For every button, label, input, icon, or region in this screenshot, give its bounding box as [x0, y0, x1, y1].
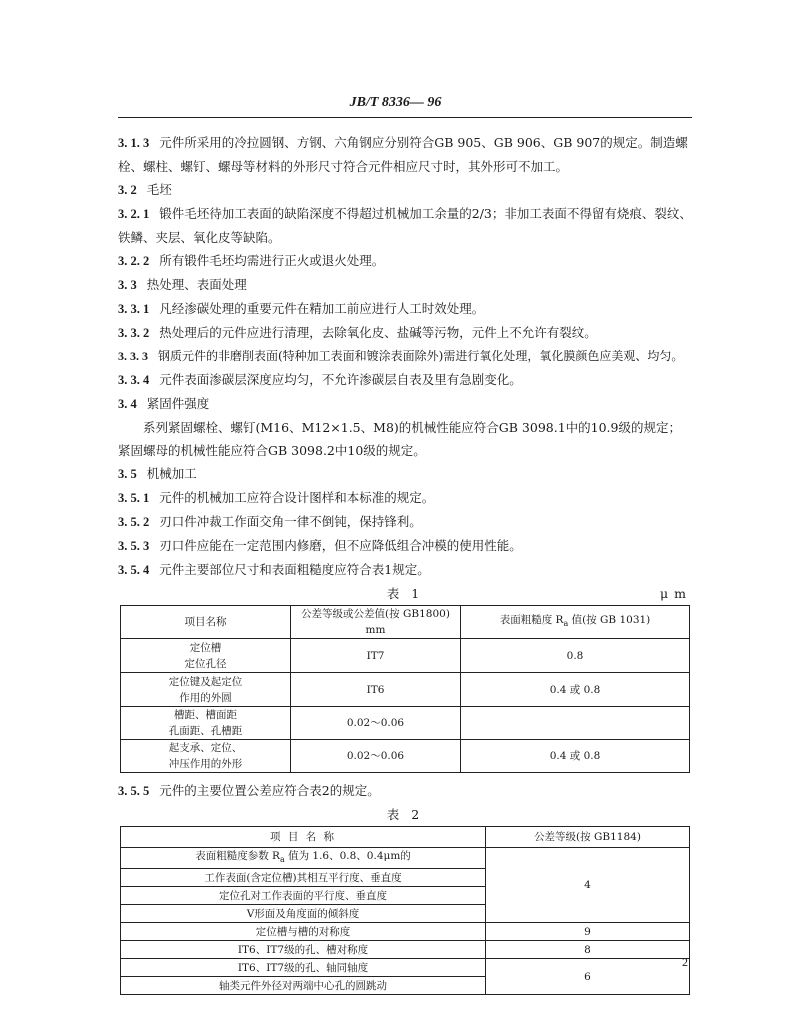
table1-cell-tolerance: IT6 — [291, 673, 461, 707]
heading-3-3: 3. 3 热处理、表面处理 — [118, 277, 247, 292]
para-3-5-5: 3. 5. 5 元件的主要位置公差应符合表2的规定。 — [118, 783, 380, 798]
table-row — [121, 707, 690, 740]
para-3-5-3: 3. 5. 3 刃口件应能在一定范围内修磨，但不应降低组合冲模的使用性能。 — [118, 538, 522, 553]
table-row — [121, 740, 690, 773]
table2-cell-grade: 6 — [486, 959, 690, 995]
para-3-2-2: 3. 2. 2 所有锻件毛坯均需进行正火或退火处理。 — [118, 253, 385, 268]
table2-cell-grade: 9 — [486, 923, 690, 941]
header-rule — [118, 117, 692, 118]
table1-cell-name: 定位槽 定位孔径 — [121, 639, 291, 673]
table1-header-item: 项目名称 — [121, 606, 291, 639]
table2-cell-item: 工作表面(含定位槽)其相互平行度、垂直度 — [121, 869, 486, 887]
table2-cell-item: 表面粗糙度参数 $R_a$ 值为 1.6、0.8、0.4μm的 — [121, 848, 486, 869]
table1-cell-roughness: 0.8 — [461, 639, 690, 673]
para-3-3-2: 3. 3. 2 热处理后的元件应进行清理，去除氧化皮、盐碱等污物，元件上不允许有裂纹。 — [118, 325, 597, 340]
table1-cell-tolerance: 0.02～0.06 — [291, 707, 461, 740]
table1 — [120, 605, 690, 773]
para-3-3-3: 3. 3. 3 钢质元件的非磨削表面(特种加工表面和镀涂表面除外)需进行氧化处理，氧化膜颜色应美观、均匀。 — [118, 349, 684, 363]
table2-header-row — [121, 827, 690, 848]
para-3-5-2: 3. 5. 2 刃口件冲裁工作面交角一律不倒钝，保持锋利。 — [118, 514, 422, 529]
table2-header-grade: 公差等级(按 GB1184) — [486, 827, 690, 848]
para-3-2-1: 3. 2. 1 锻件毛坯待加工表面的缺陷深度不得超过机械加工余量的2/3；非加工表面不得留有烧痕、裂纹、铁鳞、夹层、氧化皮等缺陷。 — [118, 206, 692, 245]
heading-3-4: 3. 4 紧固件强度 — [118, 396, 210, 411]
table2-header-item: 项 目 名 称 — [121, 827, 486, 848]
table1-cell-tolerance: 0.02～0.06 — [291, 740, 461, 773]
table1-cell-tolerance: IT7 — [291, 639, 461, 673]
table2-caption: 表 2 — [386, 807, 424, 822]
para-3-1-3: 3. 1. 3 元件所采用的冷拉圆钢、方钢、六角钢应分别符合GB 905、GB 906、GB 907的规定。制造螺栓、螺柱、螺钉、螺母等材料的外形尺寸符合元件相应尺寸时，其外形可不加工。 — [118, 135, 688, 174]
table2-cell-item: 定位槽与槽的对称度 — [121, 923, 486, 941]
para-3-3-4: 3. 3. 4 元件表面渗碳层深度应均匀，不允许渗碳层自表及里有急剧变化。 — [118, 372, 522, 387]
table1-caption-row — [118, 582, 692, 605]
para-3-3-1: 3. 3. 1 凡经渗碳处理的重要元件在精加工前应进行人工时效处理。 — [118, 301, 485, 316]
table2-cell-item: 轴类元件外径对两端中心孔的圆跳动 — [121, 977, 486, 995]
table1-cell-name: 槽距、槽面距 孔面距、孔槽距 — [121, 707, 291, 740]
table1-cell-name: 定位键及起定位 作用的外圆 — [121, 673, 291, 707]
heading-3-5: 3. 5 机械加工 — [118, 466, 197, 481]
table1-cell-name: 起支承、定位、 冲压作用的外形 — [121, 740, 291, 773]
table-row — [121, 959, 690, 977]
para-3-5-4: 3. 5. 4 元件主要部位尺寸和表面粗糙度应符合表1规定。 — [118, 562, 430, 577]
table2-cell-item: IT6、IT7级的孔、槽对称度 — [121, 941, 486, 959]
table2-cell-item: 定位孔对工作表面的平行度、垂直度 — [121, 887, 486, 905]
table1-header-row — [121, 606, 690, 639]
table1-caption: 表 1 — [386, 586, 424, 601]
table2-cell-item: IT6、IT7级的孔、轴同轴度 — [121, 959, 486, 977]
table-row — [121, 848, 690, 869]
table1-cell-roughness: 0.4 或 0.8 — [461, 740, 690, 773]
table2-cell-item: V形面及角度面的倾斜度 — [121, 905, 486, 923]
page-header: JB/T 8336— 96 — [349, 95, 442, 110]
document-body — [118, 131, 692, 995]
table1-header-tolerance: 公差等级或公差值(按 GB1800) mm — [291, 606, 461, 639]
table-row — [121, 639, 690, 673]
table1-header-roughness: 表面粗糙度 $R_a$ 值(按 GB 1031) — [461, 606, 690, 639]
table-row — [121, 941, 690, 959]
table2-cell-grade: 4 — [486, 848, 690, 923]
table-row — [121, 923, 690, 941]
table1-cell-roughness — [461, 707, 690, 740]
table2-caption-row — [118, 803, 692, 826]
table1-cell-roughness: 0.4 或 0.8 — [461, 673, 690, 707]
para-3-5-1: 3. 5. 1 元件的机械加工应符合设计图样和本标准的规定。 — [118, 490, 435, 505]
heading-3-2: 3. 2 毛坯 — [118, 182, 172, 197]
table1-unit: μm — [660, 586, 692, 601]
table-row — [121, 673, 690, 707]
table2-cell-grade: 8 — [486, 941, 690, 959]
para-3-4-body: 系列紧固螺栓、螺钉(M16、M12×1.5、M8)的机械性能应符合GB 3098.1中的10.9级的规定；紧固螺母的机械性能应符合GB 3098.2中10级的规定。 — [118, 420, 681, 458]
table2 — [120, 826, 690, 995]
page-number: 2 — [682, 955, 688, 969]
